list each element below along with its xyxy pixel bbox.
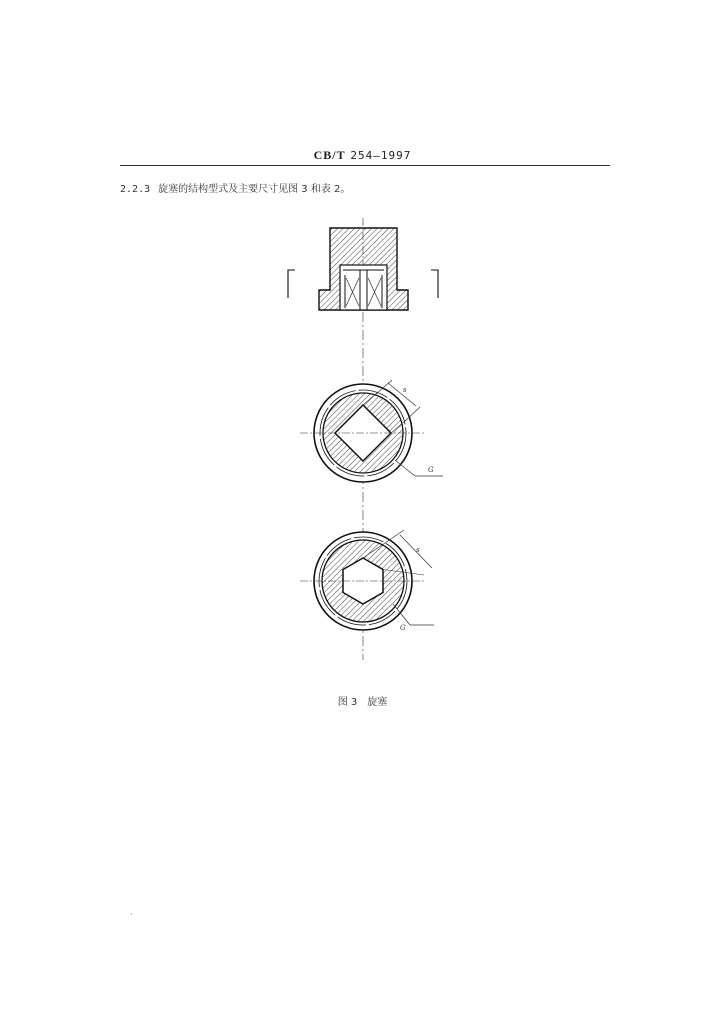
section-mark-left <box>288 270 295 298</box>
margin-mark: · <box>130 910 133 919</box>
hex-dim-label: s <box>416 546 420 554</box>
caption-number: 图 3 <box>337 697 358 708</box>
caption-title: 旋塞 <box>367 697 388 708</box>
thread-label-top: G <box>428 466 434 474</box>
section-mark-right <box>431 270 438 298</box>
thread-label-bottom: G <box>400 624 406 632</box>
standard-number: 254—1997 <box>350 149 412 162</box>
hex-socket-view <box>300 530 434 632</box>
figure-caption <box>0 693 725 708</box>
section-view <box>288 218 438 310</box>
clause-number: 2.2.3 <box>120 184 151 195</box>
square-dim-label: s <box>403 386 407 394</box>
clause-text: 旋塞的结构型式及主要尺寸见图 3 和表 2。 <box>158 184 351 195</box>
square-socket-view <box>300 380 443 482</box>
standard-code: CB/T <box>313 148 346 162</box>
